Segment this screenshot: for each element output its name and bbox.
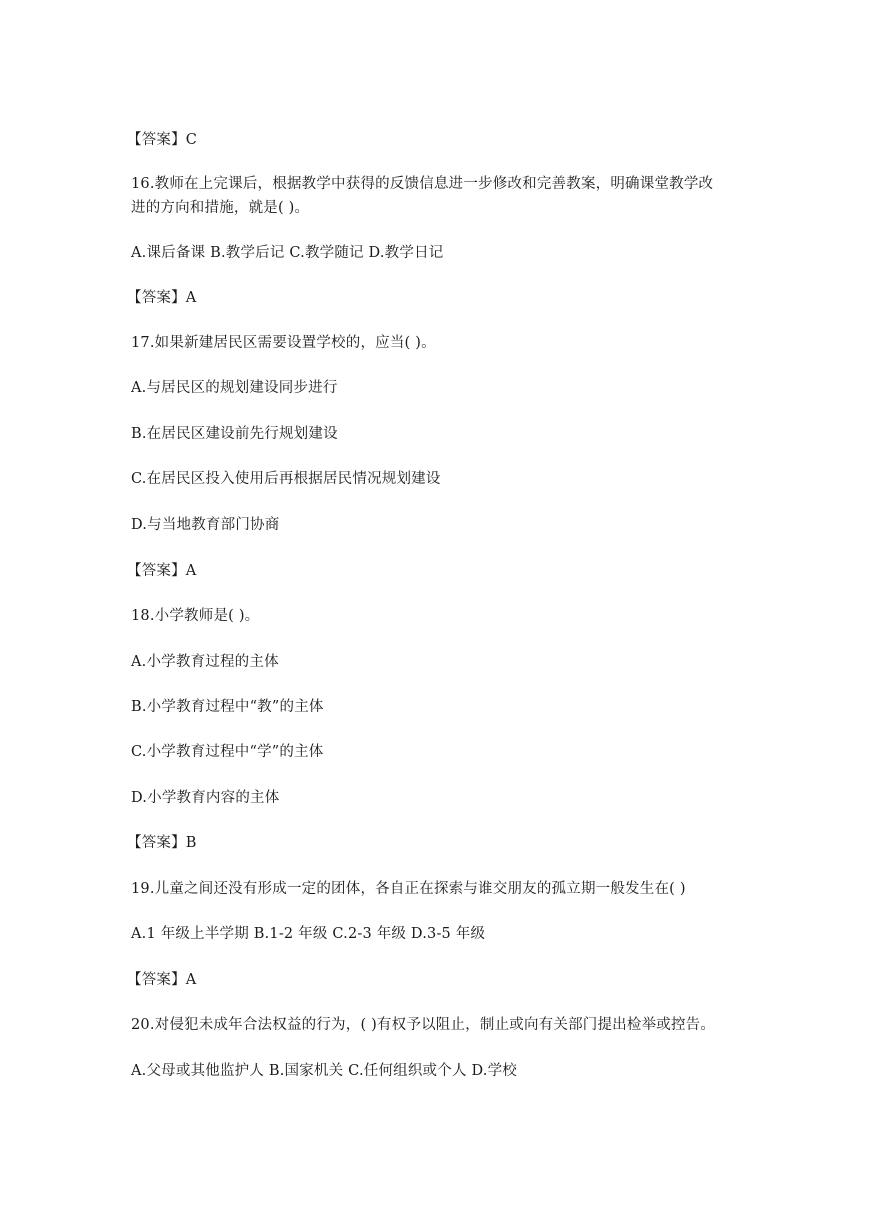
question-18: 18.小学教师是( )。 xyxy=(131,608,260,624)
question-20: 20.对侵犯未成年合法权益的行为，( )有权予以阻止，制止或向有关部门提出检举或控告。 xyxy=(131,1017,716,1033)
answer-16: 【答案】A xyxy=(127,290,197,306)
question-16-line-2: 进的方向和措施，就是( )。 xyxy=(131,200,310,216)
question-19-options: A.1 年级上半学期 B.1-2 年级 C.2-3 年级 D.3-5 年级 xyxy=(131,926,486,942)
question-17-option-b: B.在居民区建设前先行规划建设 xyxy=(131,426,338,442)
question-17: 17.如果新建居民区需要设置学校的，应当( )。 xyxy=(131,335,436,351)
question-17-option-c: C.在居民区投入使用后再根据居民情况规划建设 xyxy=(131,471,441,487)
answer-15: 【答案】C xyxy=(127,132,198,148)
question-17-option-a: A.与居民区的规划建设同步进行 xyxy=(131,380,338,396)
question-20-options: A.父母或其他监护人 B.国家机关 C.任何组织或个人 D.学校 xyxy=(131,1063,517,1079)
question-18-option-b: B.小学教育过程中“教”的主体 xyxy=(131,699,324,715)
question-17-option-d: D.与当地教育部门协商 xyxy=(131,517,280,533)
question-18-option-c: C.小学教育过程中“学”的主体 xyxy=(131,744,324,760)
answer-17: 【答案】A xyxy=(127,563,197,579)
question-19: 19.儿童之间还没有形成一定的团体，各自正在探索与谁交朋友的孤立期一般发生在( ) xyxy=(131,881,686,897)
answer-18: 【答案】B xyxy=(127,835,197,851)
question-18-option-a: A.小学教育过程的主体 xyxy=(131,654,279,670)
question-18-option-d: D.小学教育内容的主体 xyxy=(131,790,280,806)
question-16-options: A.课后备课 B.教学后记 C.教学随记 D.教学日记 xyxy=(131,245,444,261)
answer-19: 【答案】A xyxy=(127,972,197,988)
question-16-line-1: 16.教师在上完课后，根据教学中获得的反馈信息进一步修改和完善教案，明确课堂教学改 xyxy=(131,176,714,192)
